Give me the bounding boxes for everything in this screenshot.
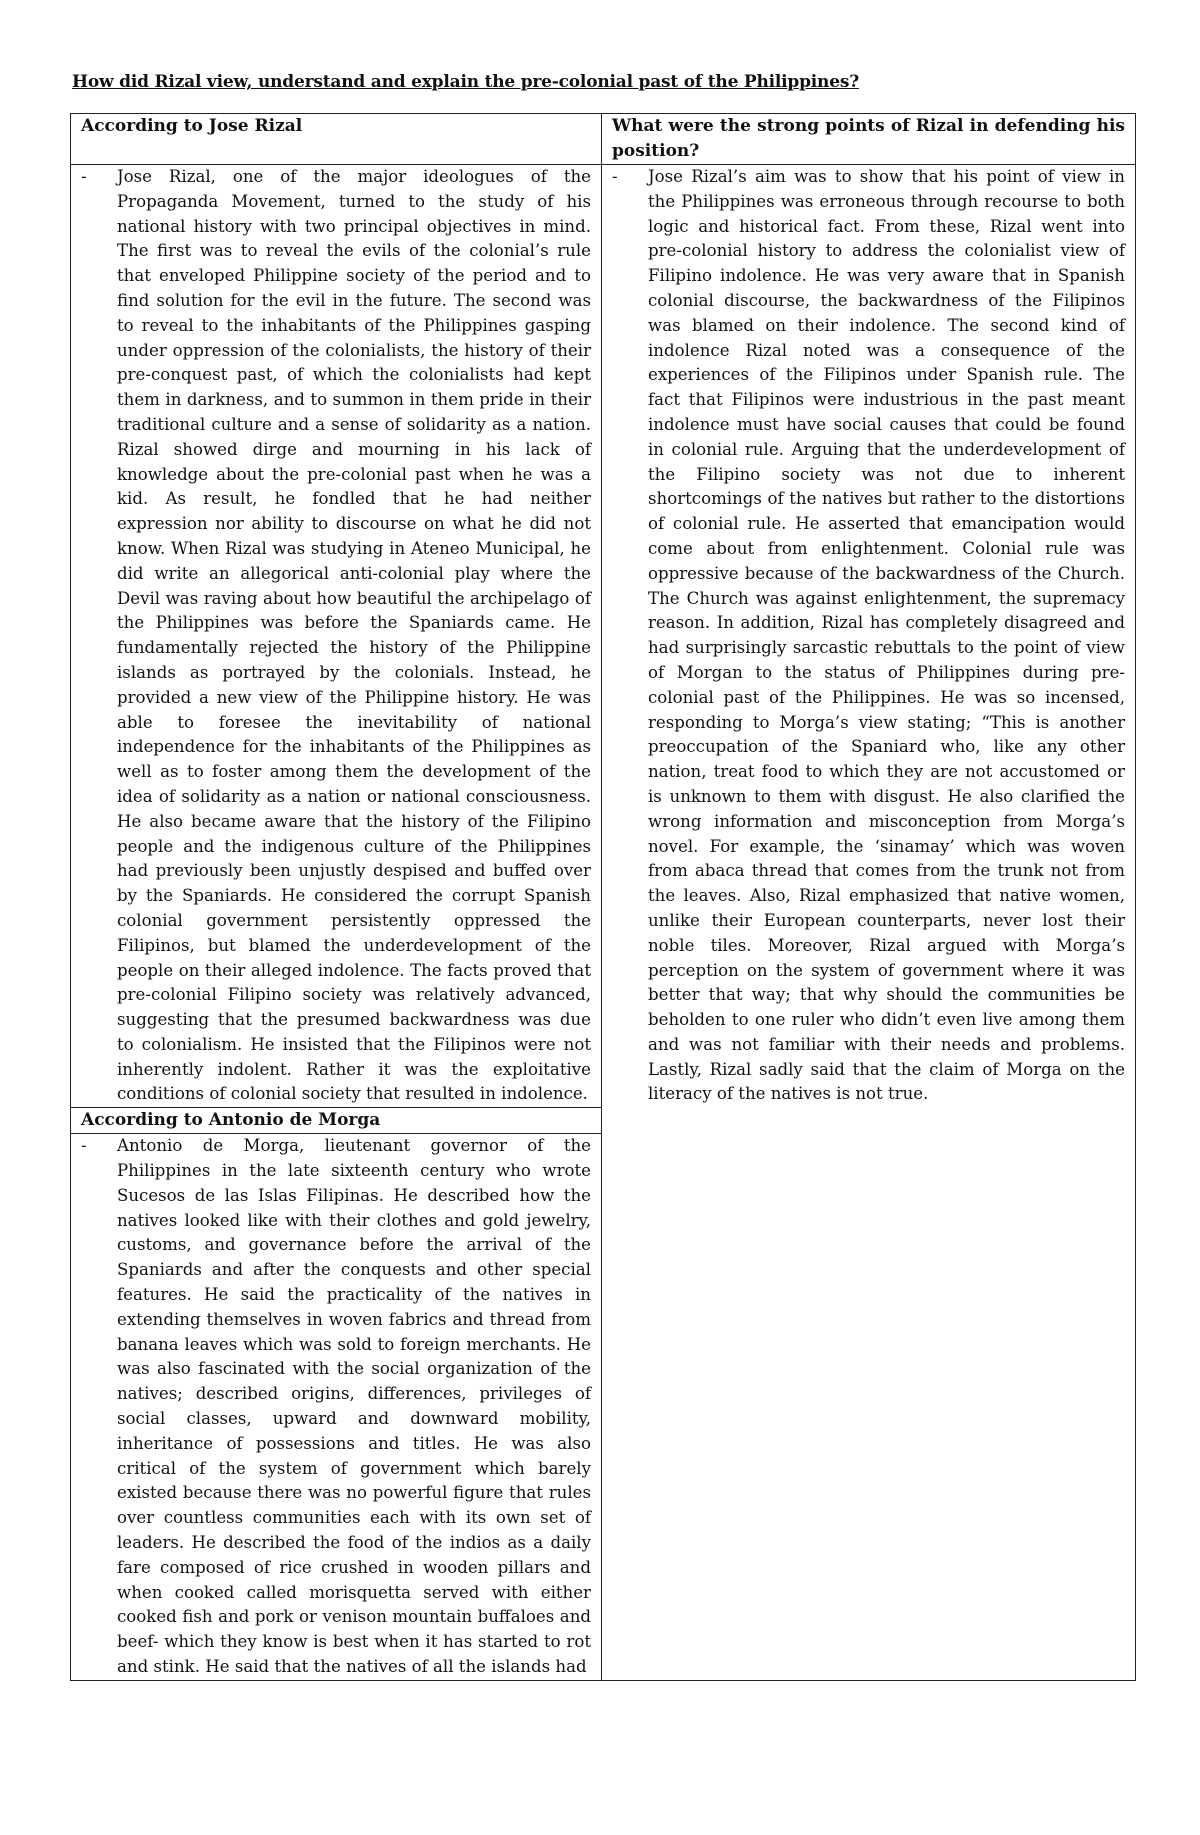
strong-points-cell [602,165,1136,1681]
rizal-header: According to Jose Rizal [71,114,602,165]
bullet-dash: - [612,167,618,186]
comparison-table [70,113,1136,1681]
strong-points-header: What were the strong points of Rizal in defending his position? [602,114,1136,165]
rizal-paragraph: Jose Rizal, one of the major ideologues of the Propaganda Movement, turned to the study of his national history with two principal objectives in mind. The first was to reveal the evils of the colonial’s rule that enveloped Philippine society of the period and to find solution for the evil in the future. The second was to reveal to the inhabitants of the Philippines gasping under oppression of the colonialists, the history of their pre-conquest past, of which the colonialists had kept them in darkness, and to summon in them pride in their traditional culture and a sense of solidarity as a nation. Rizal showed dirge and mourning in his lack of knowledge about the pre-colonial past when he was a kid. As result, he fondled that he had neither expression nor ability to discourse on what he did not know. When Rizal was studying in Ateneo Municipal, he did write an allegorical anti-colonial play where the Devil was raving about how beautiful the archipelago of the Philippines was before the Spaniards came. He fundamentally rejected the history of the Philippine islands as portrayed by the colonials. Instead, he provided a new view of the Philippine history. He was able to foresee the inevitability of national independence for the inhabitants of the Philippines as well as to foster among them the development of the idea of solidarity as a nation or national consciousness. He also became aware that the history of the Filipino people and the indigenous culture of the Philippines had previously been unjustly despised and buffed over by the Spaniards. He considered the corrupt Spanish colonial government persistently oppressed the Filipinos, but blamed the underdevelopment of the people on their alleged indolence. The facts proved that pre-colonial Filipino society was relatively advanced, suggesting that the presumed backwardness was due to colonialism. He insisted that the Filipinos were not inherently indolent. Rather it was the exploitative conditions of colonial society that resulted in indolence. [117,167,591,1104]
bullet-dash: - [81,1136,87,1156]
page-title: How did Rizal view, understand and explain the pre-colonial past of the Philippines? [72,72,859,92]
morga-header: According to Antonio de Morga [71,1108,602,1134]
list-item [81,165,591,1107]
list-item [612,165,1125,1107]
morga-cell [71,1134,602,1681]
list-item [81,1134,591,1680]
morga-paragraph: Antonio de Morga, lieutenant governor of the Philippines in the late sixteenth century who wrote Sucesos de las Islas Filipinas. He described how the natives looked like with their clothes and gold jewelry, customs, and governance before the arrival of the Spaniards and after the conquests and other special features. He said the practicality of the natives in extending themselves in woven fabrics and thread from banana leaves which was sold to foreign merchants. He was also fascinated with the social organization of the natives; described origins, differences, privileges of social classes, upward and downward mobility, inheritance of possessions and titles. He was also critical of the system of government which barely existed because there was no powerful figure that rules over countless communities each with its own set of leaders. He described the food of the indios as a daily fare composed of rice crushed in wooden pillars and when cooked called morisquetta served with either cooked fish and pork or venison mountain buffaloes and beef- which they know is best when it has started to rot and stink. He said that the natives of all the islands had [117,1136,591,1677]
strong-points-paragraph: Jose Rizal’s aim was to show that his point of view in the Philippines was erroneous through recourse to both logic and historical fact. From these, Rizal went into pre-colonial history to address the colonialist view of Filipino indolence. He was very aware that in Spanish colonial discourse, the backwardness of the Filipinos was blamed on their indolence. The second kind of indolence Rizal noted was a consequence of the experiences of the Filipinos under Spanish rule. The fact that Filipinos were industrious in the past meant indolence must have social causes that could be found in colonial rule. Arguing that the underdevelopment of the Filipino society was not due to inherent shortcomings of the natives but rather to the distortions of colonial rule. He asserted that emancipation would come about from enlightenment. Colonial rule was oppressive because of the backwardness of the Church. The Church was against enlightenment, the supremacy reason. In addition, Rizal has completely disagreed and had surprisingly sarcastic rebuttals to the point of view of Morgan to the status of Philippines during pre-colonial past of the Philippines. He was so incensed, responding to Morga’s view stating; “This is another preoccupation of the Spaniard who, like any other nation, treat food to which they are not accustomed or is unknown to them with disgust. He also clarified the wrong information and misconception from Morga’s novel. For example, the ‘sinamay’ which was woven from abaca thread that comes from the trunk not from the leaves. Also, Rizal emphasized that native women, unlike their European counterparts, never lost their noble tiles. Moreover, Rizal argued with Morga’s perception on the system of government where it was better that way; that why should the communities be beholden to one ruler who didn’t even live among them and was not familiar with their needs and problems. Lastly, Rizal sadly said that the claim of Morga on the literacy of the natives is not true. [648,167,1125,1104]
bullet-dash: - [81,167,87,186]
rizal-cell [71,165,602,1108]
table-header-row [71,114,1136,165]
table-row [71,165,1136,1108]
